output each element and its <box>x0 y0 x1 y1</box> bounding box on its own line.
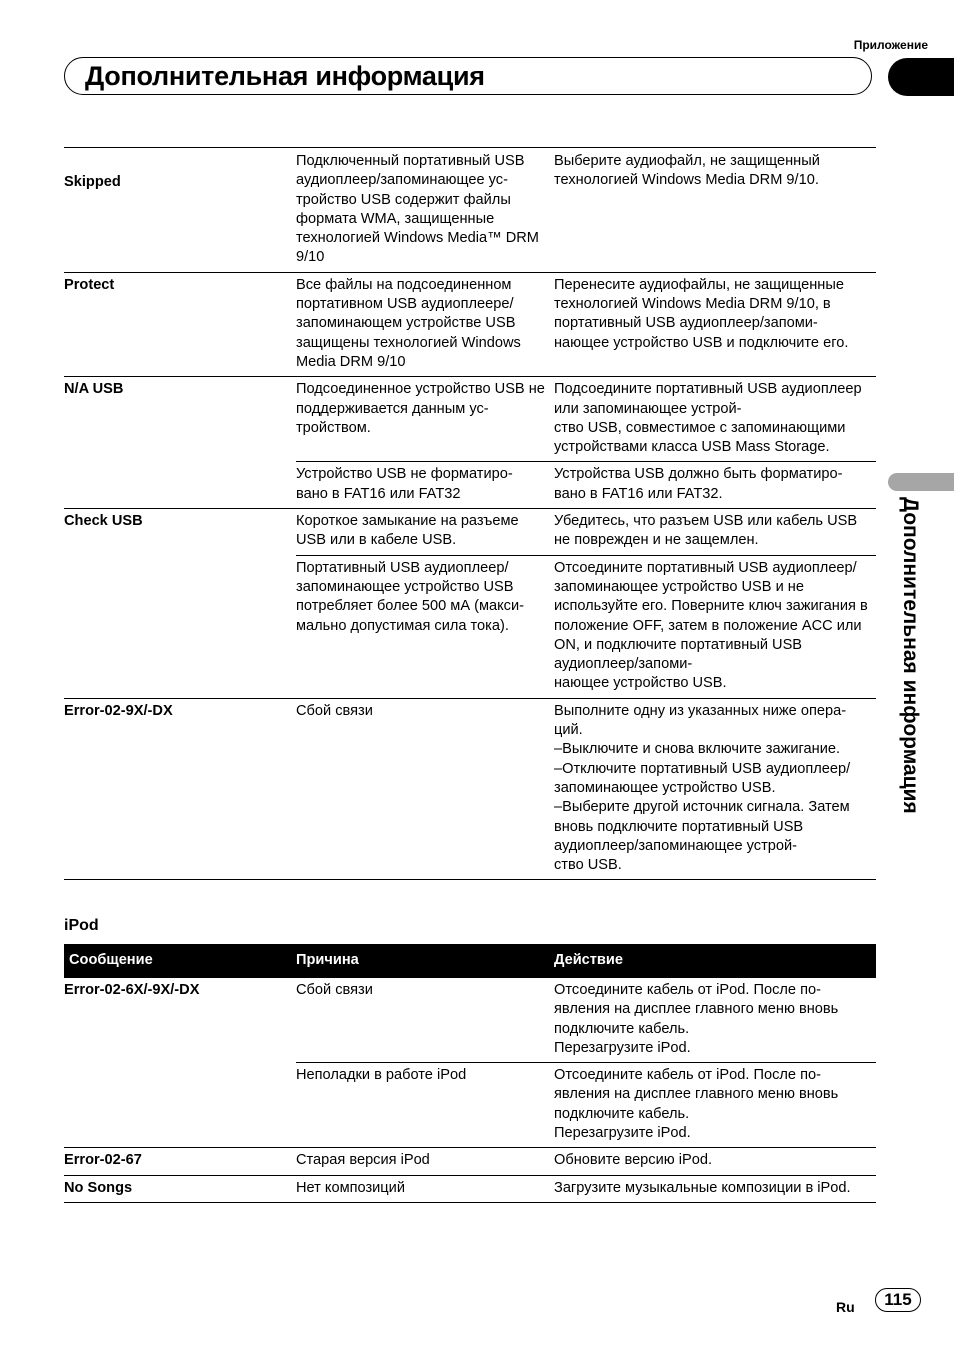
cause-cell: Нет композиций <box>296 1175 554 1202</box>
message-cell: No Songs <box>64 1175 296 1202</box>
table-row <box>64 272 876 376</box>
cause-cell: Устройство USB не форматиро- вано в FAT16 или FAT32 <box>296 462 554 509</box>
cause-cell: Все файлы на подсоединенном портативном USB аудиоплеере/ запоминающем устройстве USB защищены технологией Windows Media DRM 9/10 <box>296 272 554 376</box>
table-row <box>64 148 876 273</box>
table-row <box>64 1063 876 1148</box>
column-header-action: Действие <box>554 944 876 978</box>
section-tab-marker <box>888 473 954 491</box>
action-cell: Загрузите музыкальные композиции в iPod. <box>554 1175 876 1202</box>
action-cell: Выполните одну из указанных ниже опера- ций. –Выключите и снова включите зажигание. –Отключите портативный USB аудиоплеер/запоминающее устройство USB. –Выберите другой источник сигнала. Затем вновь подключите портативный USB аудиоплеер/запоминающее устрой- ство USB. <box>554 698 876 880</box>
table-row <box>64 377 876 462</box>
action-cell: Отсоедините кабель от iPod. После по- явления на дисплее главного меню вновь подключите кабель. Перезагрузите iPod. <box>554 982 839 1056</box>
table-row <box>64 509 876 556</box>
column-header-message: Сообщение <box>64 944 296 978</box>
column-header-cause: Причина <box>296 944 554 978</box>
cause-cell: Сбой связи <box>296 698 554 880</box>
action-cell: Устройства USB должно быть форматиро- вано в FAT16 или FAT32. <box>554 462 876 509</box>
action-cell: Убедитесь, что разъем USB или кабель USB не поврежден и не защемлен. <box>554 509 876 556</box>
page-number: 115 <box>875 1288 921 1312</box>
ipod-section-heading: iPod <box>64 917 99 934</box>
action-cell: Перенесите аудиофайлы, не защищенные технологией Windows Media DRM 9/10, в портативный USB аудиоплеер/запоми- нающее устройство USB и подключите его. <box>554 272 876 376</box>
action-cell: Отсоедините портативный USB аудиоплеер/запоминающее устройство USB и не используйте его. Поверните ключ зажигания в положение OFF, затем в положение ACC или ON, и подключите портативный USB аудиоплеер/запоми- нающее устройство USB. <box>554 555 876 698</box>
message-cell: Skipped <box>64 148 296 273</box>
table-row <box>64 698 876 880</box>
cause-cell: Неполадки в работе iPod <box>296 1063 554 1148</box>
cause-cell: Короткое замыкание на разъеме USB или в кабеле USB. <box>296 509 554 556</box>
table-row <box>64 978 876 1063</box>
cause-cell: Портативный USB аудиоплеер/ запоминающее устройство USB потребляет более 500 мА (макси- мально допустимая сила тока). <box>296 555 554 698</box>
table-row <box>64 555 876 698</box>
table-row <box>64 462 876 509</box>
table-header-row <box>64 944 876 978</box>
ipod-error-table <box>64 944 876 1203</box>
action-cell: Выберите аудиофайл, не защищенный технологией Windows Media DRM 9/10. <box>554 148 876 273</box>
action-cell: Отсоедините кабель от iPod. После по- явления на дисплее главного меню вновь подключите кабель. Перезагрузите iPod. <box>554 1063 876 1148</box>
page-title: Дополнительная информация <box>85 61 485 91</box>
message-cell <box>64 555 296 698</box>
message-cell: Check USB <box>64 509 296 556</box>
table-row <box>64 1175 876 1202</box>
section-label: Приложение <box>853 38 928 52</box>
message-cell: Error-02-6X/-9X/-DX <box>64 982 200 998</box>
cause-cell: Старая версия iPod <box>296 1148 554 1175</box>
chapter-tab-marker <box>888 58 954 96</box>
message-cell: N/A USB <box>64 377 296 462</box>
usb-error-table <box>64 147 876 880</box>
page-title-frame <box>64 57 872 95</box>
message-cell: Protect <box>64 272 296 376</box>
cause-cell: Подключенный портативный USB аудиоплеер/запоминающее ус- тройство USB содержит файлы формата WMA, защищенные технологией Windows Media™ DRM 9/10 <box>296 148 554 273</box>
message-cell <box>64 462 296 509</box>
message-cell: Error-02-9X/-DX <box>64 698 296 880</box>
cause-cell: Подсоединенное устройство USB не поддерживается данным ус- тройством. <box>296 377 554 462</box>
action-cell: Обновите версию iPod. <box>554 1148 876 1175</box>
message-cell: Error-02-67 <box>64 1148 296 1175</box>
message-cell <box>64 1063 296 1148</box>
action-cell: Подсоедините портативный USB аудиоплеер или запоминающее устрой- ство USB, совместимое с запоминающими устройствами класса USB Mass Storage. <box>554 377 876 462</box>
table-row <box>64 1148 876 1175</box>
language-code: Ru <box>836 1299 855 1315</box>
side-tab-label: Дополнительная информация <box>899 497 922 814</box>
cause-cell: Сбой связи <box>296 982 373 998</box>
